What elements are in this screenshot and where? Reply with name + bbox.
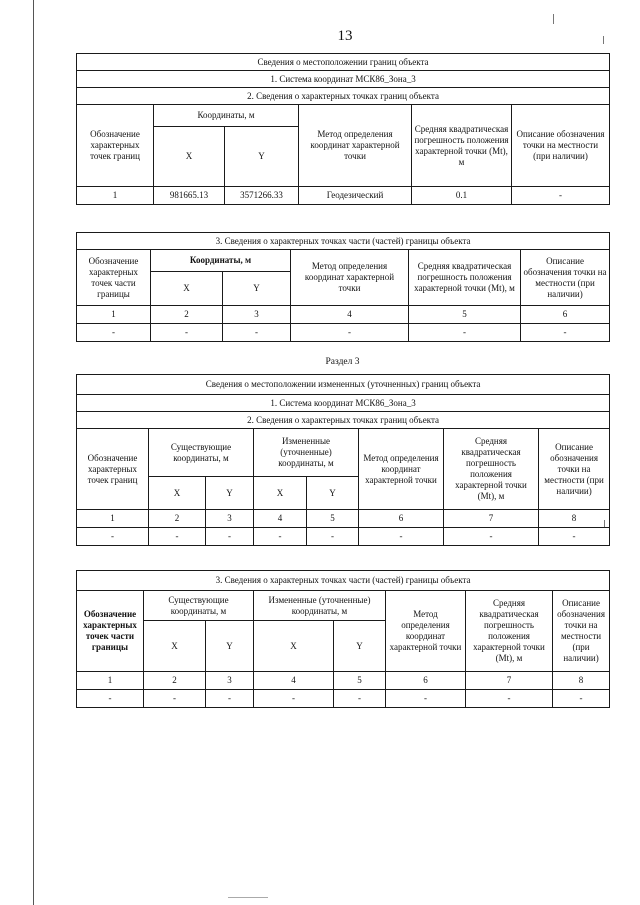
header-existing-coordinates: Существующие координаты, м bbox=[149, 429, 254, 477]
cell-description: - bbox=[512, 187, 610, 205]
header-x-changed: X bbox=[254, 621, 334, 672]
table-subtitle: 2. Сведения о характерных точках границ объекта bbox=[77, 88, 610, 105]
header-error: Средняя квадратическая погрешность положения характерной точки (Mt), м bbox=[412, 105, 512, 187]
table-cell: - bbox=[77, 690, 144, 708]
header-x-existing: X bbox=[144, 621, 206, 672]
section-heading: Раздел 3 bbox=[325, 357, 360, 367]
table-row bbox=[77, 187, 610, 205]
table-cell: - bbox=[77, 528, 149, 546]
table-title: Сведения о местоположении измененных (уточненных) границ объекта bbox=[77, 375, 610, 395]
table-cell: - bbox=[149, 528, 206, 546]
column-number: 6 bbox=[521, 306, 610, 324]
table-cell: - bbox=[307, 528, 359, 546]
column-numbers-row bbox=[77, 672, 610, 690]
column-number: 8 bbox=[539, 510, 610, 528]
header-description: Описание обозначения точки на местности (при наличии) bbox=[521, 250, 610, 306]
page-number: 13 bbox=[337, 28, 353, 44]
table-row bbox=[77, 324, 610, 342]
header-method: Метод определения координат характерной точки bbox=[291, 250, 409, 306]
left-margin-line bbox=[33, 0, 34, 905]
header-changed-coordinates: Измененные (уточненные) координаты, м bbox=[254, 591, 386, 621]
table-subtitle: 3. Сведения о характерных точках части (частей) границы объекта bbox=[77, 571, 610, 591]
column-number: 1 bbox=[77, 672, 144, 690]
column-numbers-row bbox=[77, 306, 610, 324]
header-error: Средняя квадратическая погрешность положения характерной точки (Mt), м bbox=[466, 591, 553, 672]
table-row bbox=[77, 528, 610, 546]
column-number: 7 bbox=[466, 672, 553, 690]
header-changed-coordinates: Измененные (уточненные) координаты, м bbox=[254, 429, 359, 477]
column-number: 1 bbox=[77, 306, 151, 324]
table-cell: - bbox=[151, 324, 223, 342]
coordinate-system: 1. Система координат МСК86_Зона_3 bbox=[77, 395, 610, 412]
header-coordinates: Координаты, м bbox=[151, 250, 291, 272]
cell-method: Геодезический bbox=[299, 187, 412, 205]
header-designation: Обозначение характерных точек части границы bbox=[77, 591, 144, 672]
header-description: Описание обозначения точки на местности (при наличии) bbox=[539, 429, 610, 510]
table-cell: - bbox=[444, 528, 539, 546]
header-x-changed: X bbox=[254, 477, 307, 510]
header-method: Метод определения координат характерной точки bbox=[386, 591, 466, 672]
table-cell: - bbox=[409, 324, 521, 342]
header-existing-coordinates: Существующие координаты, м bbox=[144, 591, 254, 621]
table-cell: - bbox=[254, 690, 334, 708]
table-changed-part-boundary-points bbox=[76, 570, 610, 708]
header-coordinates: Координаты, м bbox=[154, 105, 299, 127]
table-cell: - bbox=[77, 324, 151, 342]
column-number: 5 bbox=[307, 510, 359, 528]
column-number: 2 bbox=[144, 672, 206, 690]
header-x: X bbox=[154, 127, 225, 187]
cell-x: 981665.13 bbox=[154, 187, 225, 205]
column-number: 8 bbox=[553, 672, 610, 690]
header-error: Средняя квадратическая погрешность положения характерной точки (Mt), м bbox=[444, 429, 539, 510]
column-number: 5 bbox=[334, 672, 386, 690]
header-y-changed: Y bbox=[334, 621, 386, 672]
table-cell: - bbox=[144, 690, 206, 708]
column-number: 4 bbox=[254, 510, 307, 528]
header-description: Описание обозначения точки на местности (при наличии) bbox=[512, 105, 610, 187]
header-designation: Обозначение характерных точек части границы bbox=[77, 250, 151, 306]
header-method: Метод определения координат характерной точки bbox=[299, 105, 412, 187]
scan-mark bbox=[553, 14, 554, 24]
header-error: Средняя квадратическая погрешность положения характерной точки (Mt), м bbox=[409, 250, 521, 306]
cell-error: 0.1 bbox=[412, 187, 512, 205]
header-x: X bbox=[151, 272, 223, 306]
cell-y: 3571266.33 bbox=[225, 187, 299, 205]
column-number: 6 bbox=[359, 510, 444, 528]
table-cell: - bbox=[521, 324, 610, 342]
table-subtitle: 2. Сведения о характерных точках границ объекта bbox=[77, 412, 610, 429]
column-number: 5 bbox=[409, 306, 521, 324]
table-title: Сведения о местоположении границ объекта bbox=[77, 54, 610, 71]
table-cell: - bbox=[334, 690, 386, 708]
scan-mark bbox=[228, 897, 268, 898]
header-y-existing: Y bbox=[206, 621, 254, 672]
column-number: 4 bbox=[291, 306, 409, 324]
table-cell: - bbox=[291, 324, 409, 342]
header-x-existing: X bbox=[149, 477, 206, 510]
table-cell: - bbox=[223, 324, 291, 342]
table-cell: - bbox=[386, 690, 466, 708]
table-part-boundary-points bbox=[76, 232, 610, 342]
coordinate-system: 1. Система координат МСК86_Зона_3 bbox=[77, 71, 610, 88]
header-y: Y bbox=[225, 127, 299, 187]
header-designation: Обозначение характерных точек границ bbox=[77, 105, 154, 187]
cell-point: 1 bbox=[77, 187, 154, 205]
header-method: Метод определения координат характерной точки bbox=[359, 429, 444, 510]
header-y-existing: Y bbox=[206, 477, 254, 510]
table-subtitle: 3. Сведения о характерных точках части (частей) границы объекта bbox=[77, 233, 610, 250]
column-number: 1 bbox=[77, 510, 149, 528]
column-number: 6 bbox=[386, 672, 466, 690]
header-description: Описание обозначения точки на местности (при наличии) bbox=[553, 591, 610, 672]
table-cell: - bbox=[553, 690, 610, 708]
column-number: 3 bbox=[206, 510, 254, 528]
column-number: 3 bbox=[223, 306, 291, 324]
table-cell: - bbox=[206, 690, 254, 708]
column-numbers-row bbox=[77, 510, 610, 528]
table-cell: - bbox=[206, 528, 254, 546]
table-boundary-location bbox=[76, 53, 610, 205]
table-changed-boundary-location bbox=[76, 374, 610, 546]
column-number: 3 bbox=[206, 672, 254, 690]
column-number: 2 bbox=[151, 306, 223, 324]
table-cell: - bbox=[359, 528, 444, 546]
table-cell: - bbox=[466, 690, 553, 708]
table-cell: - bbox=[254, 528, 307, 546]
column-number: 7 bbox=[444, 510, 539, 528]
header-designation: Обозначение характерных точек границ bbox=[77, 429, 149, 510]
table-cell: - bbox=[539, 528, 610, 546]
column-number: 2 bbox=[149, 510, 206, 528]
column-number: 4 bbox=[254, 672, 334, 690]
table-row bbox=[77, 690, 610, 708]
header-y-changed: Y bbox=[307, 477, 359, 510]
header-y: Y bbox=[223, 272, 291, 306]
